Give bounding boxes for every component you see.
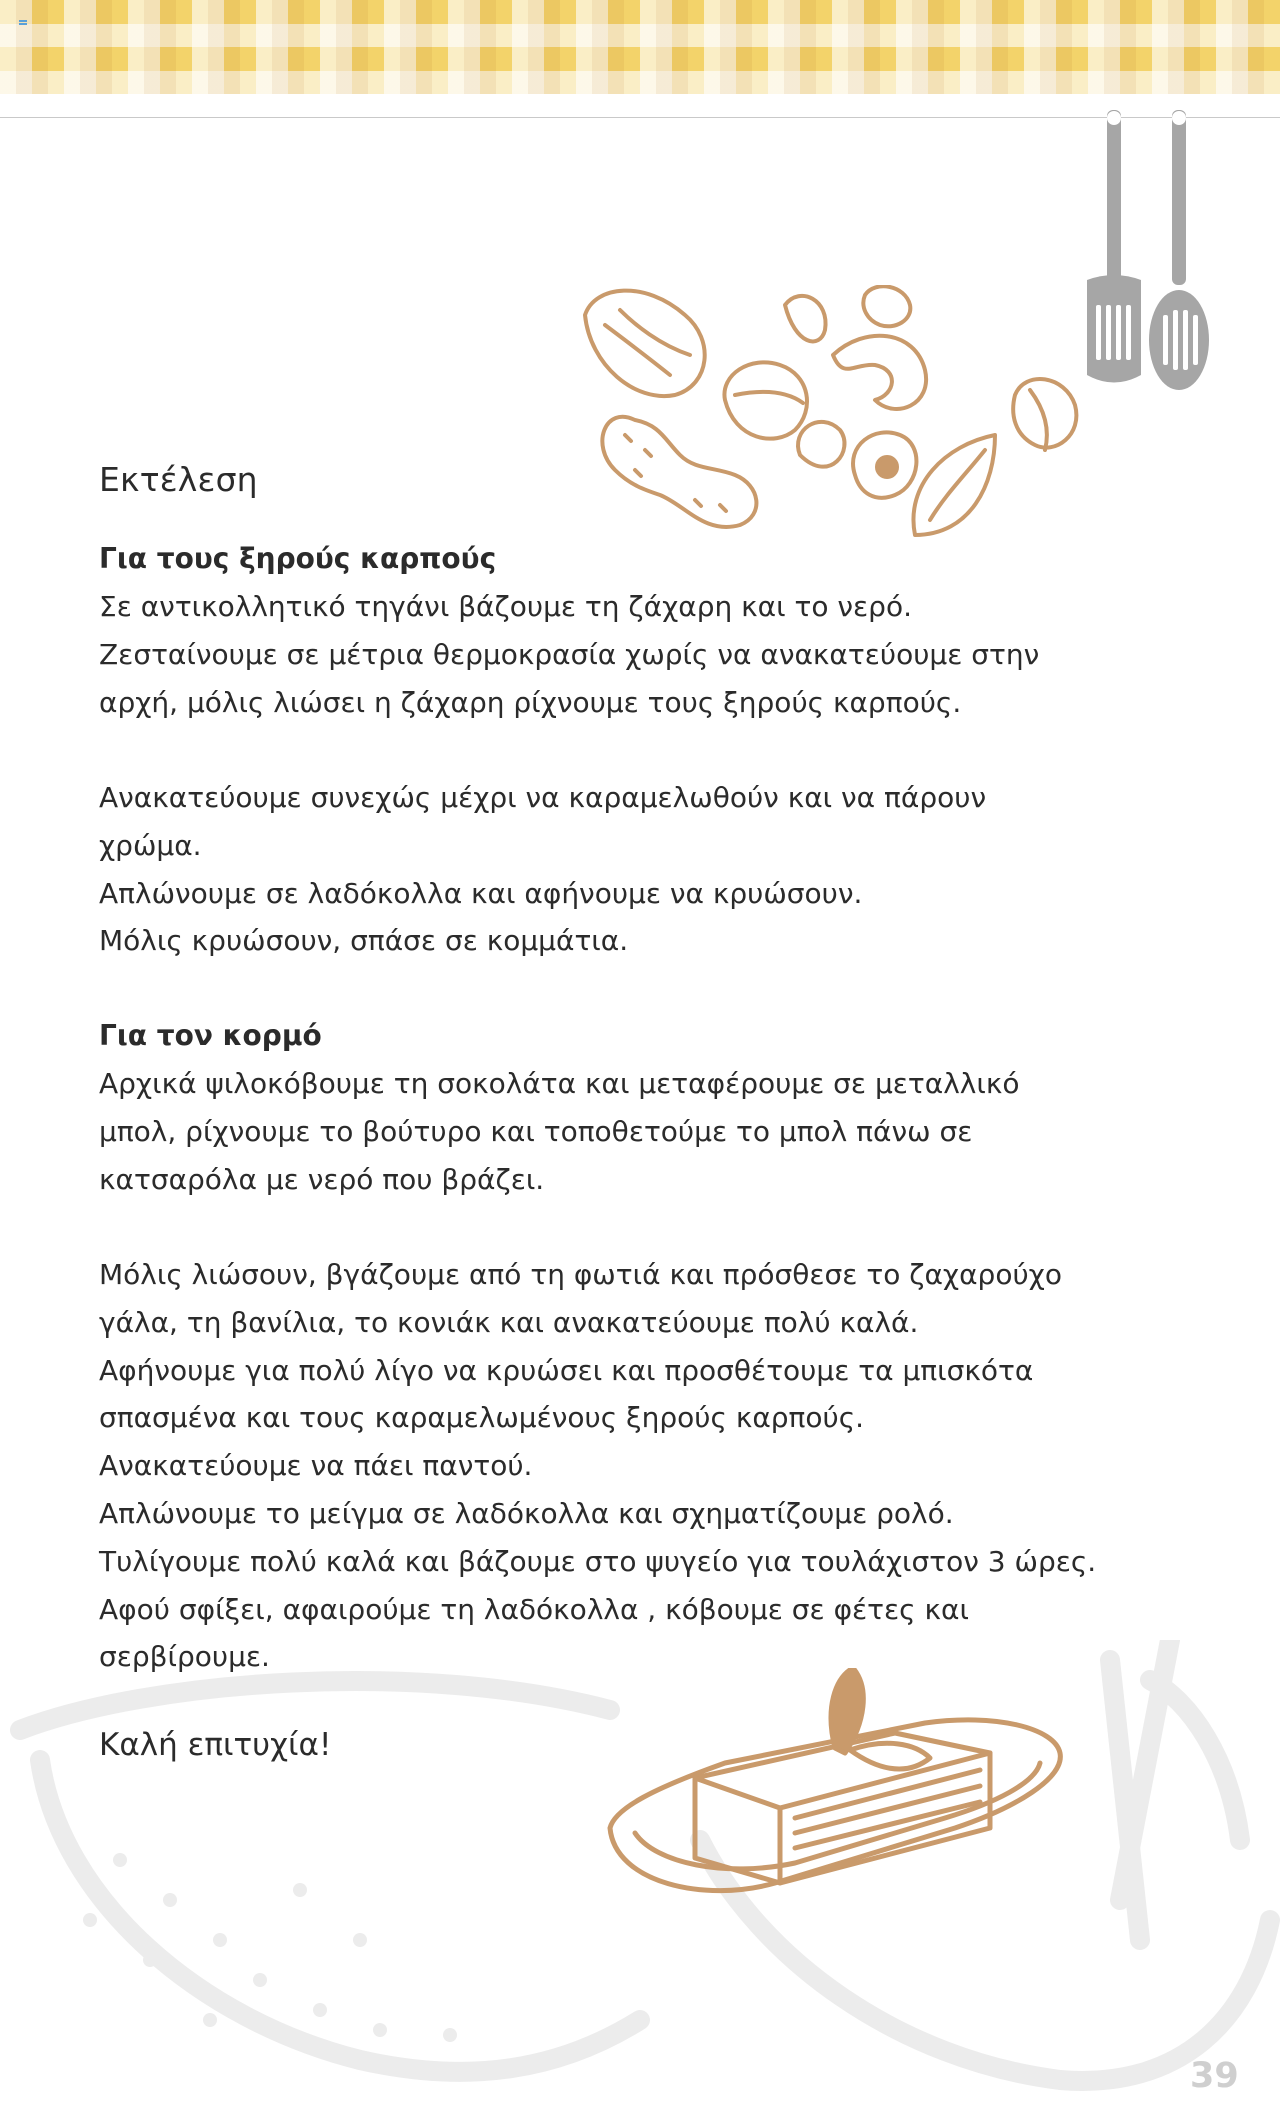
log-section-title: Για τον κορμό <box>99 1019 322 1052</box>
text-line: Αρχικά ψιλοκόβουμε τη σοκολάτα και μεταφέρουμε σε μεταλλικό <box>99 1067 1020 1100</box>
text-line: σερβίρουμε. <box>99 1640 270 1674</box>
text-line: αρχή, μόλις λιώσει η ζάχαρη ρίχνουμε τους ξηρούς καρπούς. <box>99 685 962 719</box>
text-line: Μόλις λιώσουν, βγάζουμε από τη φωτιά και πρόσθεσε το ζαχαρούχο <box>99 1258 1062 1291</box>
text-line: Ζεσταίνουμε σε μέτρια θερμοκρασία χωρίς να ανακατεύουμε στην <box>99 637 1040 671</box>
text-line: μπολ, ρίχνουμε το βούτυρο και τοποθετούμε το μπολ πάνω σε <box>99 1114 973 1148</box>
text-line: Σε αντικολλητικό τηγάνι βάζουμε τη ζάχαρη και το νερό. <box>99 590 912 623</box>
text-line: Τυλίγουμε πολύ καλά και βάζουμε στο ψυγείο για τουλάχιστον 3 ώρες. <box>99 1544 1097 1578</box>
nuts-paragraph-1 <box>99 583 1039 726</box>
butter-dish-illustration <box>595 1668 1075 1943</box>
nuts-section-title: Για τους ξηρούς καρπούς <box>99 542 497 575</box>
text-line: σπασμένα και τους καραμελωμένους ξηρούς καρπούς. <box>99 1401 865 1435</box>
text-line: Αφού σφίξει, αφαιρούμε τη λαδόκολλα , κόβουμε σε φέτες και <box>99 1592 969 1626</box>
page-number: 39 <box>1190 2056 1239 2096</box>
menu-icon <box>19 20 27 26</box>
text-line: Αφήνουμε για πολύ λίγο να κρυώσει και προσθέτουμε τα μπισκότα <box>99 1353 1034 1387</box>
log-paragraph-1 <box>99 1060 1019 1203</box>
text-line: Απλώνουμε σε λαδόκολλα και αφήνουμε να κρυώσουν. <box>99 876 863 910</box>
text-line: Μόλις κρυώσουν, σπάσε σε κομμάτια. <box>99 924 629 958</box>
text-line: κατσαρόλα με νερό που βράζει. <box>99 1162 545 1196</box>
text-line: χρώμα. <box>99 828 202 862</box>
log-paragraph-2 <box>99 1251 1096 1681</box>
nuts-illustration <box>575 285 1090 590</box>
text-line: Ανακατεύουμε συνεχώς μέχρι να καραμελωθούν και να πάρουν <box>99 781 987 814</box>
nuts-paragraph-2 <box>99 774 986 965</box>
text-line: Ανακατεύουμε να πάει παντού. <box>99 1449 533 1483</box>
page-title: Εκτέλεση <box>99 460 258 499</box>
text-line: γάλα, τη βανίλια, το κονιάκ και ανακατεύουμε πολύ καλά. <box>99 1305 919 1339</box>
gingham-header-band <box>0 0 1280 94</box>
spatula-and-slotted-spoon-icon <box>1075 100 1225 400</box>
text-line: Απλώνουμε το μείγμα σε λαδόκολλα και σχηματίζουμε ρολό. <box>99 1496 954 1530</box>
sign-off: Καλή επιτυχία! <box>99 1727 332 1763</box>
